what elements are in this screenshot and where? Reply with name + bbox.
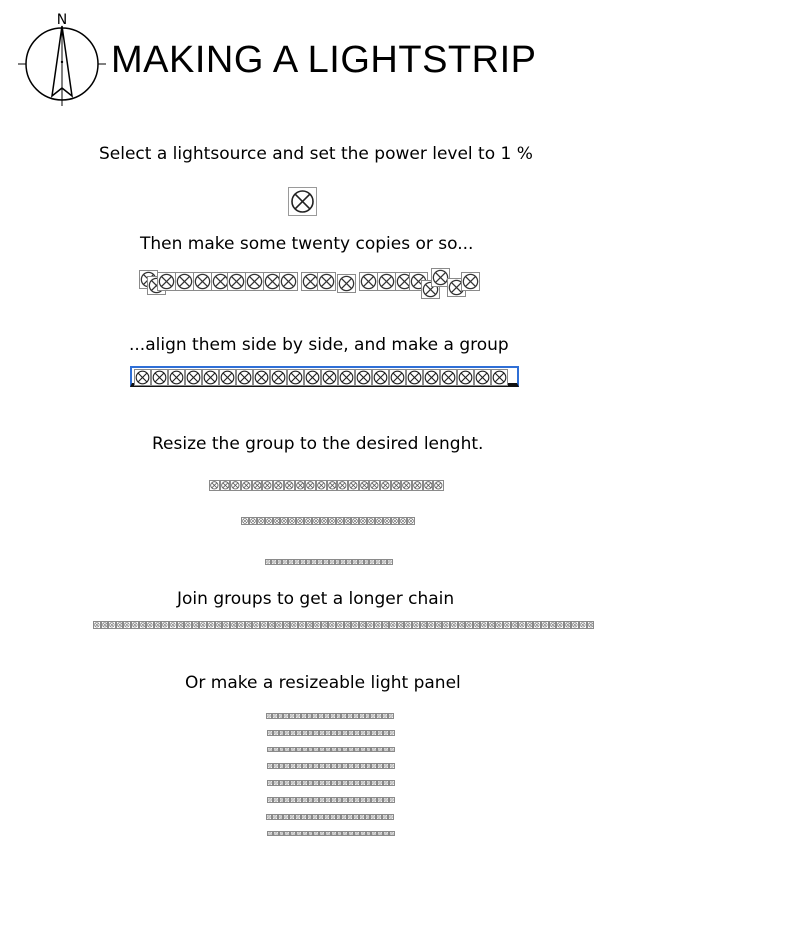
light-panel-row	[267, 747, 395, 753]
step-join-label: Join groups to get a longer chain	[177, 589, 455, 609]
light-source-cross-circle-icon	[389, 763, 395, 769]
resized-group-large[interactable]	[209, 480, 444, 491]
light-source-cross-circle-icon	[338, 369, 355, 386]
light-source-cross-circle-icon	[374, 621, 382, 629]
light-source-cross-circle-icon	[177, 621, 185, 629]
light-source-cross-circle-icon	[450, 621, 458, 629]
light-source-cross-circle-icon	[296, 517, 304, 525]
light-source-cross-circle-icon	[185, 369, 202, 386]
light-source-cross-circle-icon	[433, 480, 444, 491]
light-source-cross-circle-icon	[369, 480, 380, 491]
light-source-cross-circle-icon	[412, 621, 420, 629]
light-source-cross-circle-icon	[288, 517, 296, 525]
light-source-cross-circle-icon	[202, 369, 219, 386]
light-source-cross-circle-icon	[295, 480, 306, 491]
light-source-cross-circle-icon	[304, 517, 312, 525]
light-source-cross-circle-icon	[219, 369, 236, 386]
light-source-cross-circle-icon	[245, 621, 253, 629]
light-source-cross-circle-icon	[397, 621, 405, 629]
light-source-cross-circle-icon	[435, 621, 443, 629]
light-source-cross-circle-icon	[241, 480, 252, 491]
light-source-cross-circle-icon	[320, 517, 328, 525]
light-source-cross-circle-icon	[169, 621, 177, 629]
light-source-cross-circle-icon	[389, 780, 395, 786]
light-source-cross-circle-icon	[93, 621, 101, 629]
light-source-cross-circle-icon	[344, 621, 352, 629]
light-source-cross-circle-icon	[389, 747, 395, 753]
step-align-label: ...align them side by side, and make a group	[129, 335, 509, 355]
scattered-copies	[135, 266, 480, 298]
light-source-cross-circle-icon	[154, 621, 162, 629]
light-source-cross-circle-icon	[359, 480, 370, 491]
light-source-cross-circle-icon	[253, 369, 270, 386]
grouped-light-strip	[134, 369, 508, 386]
light-source-cross-circle-icon	[284, 480, 295, 491]
light-source-cross-circle-icon	[526, 621, 534, 629]
light-source-cross-circle-icon	[556, 621, 564, 629]
light-source-cross-circle-icon	[280, 517, 288, 525]
light-source-cross-circle-icon	[412, 480, 423, 491]
light-source-cross-circle-icon	[366, 621, 374, 629]
light-source-cross-circle-icon	[249, 517, 257, 525]
light-source-cross-circle-icon	[134, 369, 151, 386]
light-source-cross-circle-icon	[473, 621, 481, 629]
light-source-cross-circle-icon	[222, 621, 230, 629]
light-source-cross-circle-icon	[389, 797, 395, 803]
light-source-cross-circle-icon	[391, 480, 402, 491]
light-source-cross-circle-icon	[306, 621, 314, 629]
light-source-cross-circle-icon	[359, 621, 367, 629]
light-source-cross-circle-icon	[406, 369, 423, 386]
light-source-cross-circle-icon	[388, 713, 394, 719]
light-source-cross-circle-icon	[423, 369, 440, 386]
light-source-cross-circle-icon	[262, 480, 273, 491]
light-source-cross-circle-icon	[336, 621, 344, 629]
light-source-cross-circle-icon	[157, 272, 176, 291]
light-panel-row	[267, 797, 395, 803]
light-source-cross-circle-icon	[283, 621, 291, 629]
light-source-cross-circle-icon	[442, 621, 450, 629]
light-source-cross-circle-icon	[131, 621, 139, 629]
light-source-cross-circle-icon	[503, 621, 511, 629]
light-source-cross-circle-icon	[423, 480, 434, 491]
page-title: MAKING A LIGHTSTRIP	[111, 39, 537, 81]
light-source-cross-circle-icon	[313, 621, 321, 629]
light-source-cross-circle-icon	[227, 272, 246, 291]
light-source-cross-circle-icon	[579, 621, 587, 629]
light-source-cross-circle-icon	[420, 621, 428, 629]
light-source-cross-circle-icon	[193, 272, 212, 291]
light-source-cross-circle-icon	[298, 621, 306, 629]
light-source-cross-circle-icon	[328, 517, 336, 525]
light-source-cross-circle-icon	[372, 369, 389, 386]
light-source-cross-circle-icon	[305, 480, 316, 491]
step-select-label: Select a lightsource and set the power level to 1 %	[99, 144, 533, 164]
light-source-cross-circle-icon	[252, 621, 260, 629]
light-source-cross-circle-icon	[161, 621, 169, 629]
light-source-cross-circle-icon	[199, 621, 207, 629]
light-source-cross-circle-icon	[270, 369, 287, 386]
light-source-cross-circle-icon	[458, 621, 466, 629]
light-source-cross-circle-icon	[245, 272, 264, 291]
light-source-cross-circle-icon	[427, 621, 435, 629]
light-source-cross-circle-icon	[209, 480, 220, 491]
light-source-cross-circle-icon	[151, 369, 168, 386]
compass-north-arrow-icon	[16, 10, 106, 108]
light-panel-row	[267, 831, 395, 837]
cross-circle-icon	[290, 189, 315, 214]
light-source-cross-circle-icon	[461, 272, 480, 291]
light-source-cross-circle-icon	[237, 621, 245, 629]
light-source-cross-circle-icon	[336, 517, 344, 525]
light-source-cross-circle-icon	[273, 517, 281, 525]
light-source-cross-circle-icon	[230, 480, 241, 491]
light-source-cross-circle-icon	[351, 621, 359, 629]
step-copies-label: Then make some twenty copies or so...	[140, 234, 474, 254]
light-source-cross-circle-icon	[377, 272, 396, 291]
light-source-cross-circle-icon	[359, 517, 367, 525]
light-source-cross-circle-icon	[146, 621, 154, 629]
light-source-cross-circle-icon	[495, 621, 503, 629]
light-panel-row	[267, 780, 395, 786]
light-source-cross-circle-icon	[367, 517, 375, 525]
light-panel-row	[266, 713, 394, 719]
light-source-cross-circle-icon	[387, 559, 393, 565]
light-source-cross-circle-icon	[230, 621, 238, 629]
resized-group-medium[interactable]	[241, 517, 415, 525]
light-source-cross-circle-icon	[175, 272, 194, 291]
light-source-cross-circle-icon	[389, 831, 395, 837]
light-source-cross-circle-icon	[268, 621, 276, 629]
light-source-cross-circle-icon	[465, 621, 473, 629]
step-resize-label: Resize the group to the desired lenght.	[152, 434, 484, 454]
light-source-cross-circle-icon	[290, 621, 298, 629]
light-source-cross-circle-icon	[404, 621, 412, 629]
light-source-cross-circle-icon	[275, 621, 283, 629]
light-source-cross-circle-icon	[564, 621, 572, 629]
light-source-cross-circle-icon	[215, 621, 223, 629]
light-source-cross-circle-icon[interactable]	[288, 187, 317, 216]
light-source-cross-circle-icon	[273, 480, 284, 491]
light-source-cross-circle-icon	[312, 517, 320, 525]
light-source-cross-circle-icon	[399, 517, 407, 525]
light-source-cross-circle-icon	[139, 621, 147, 629]
light-source-cross-circle-icon	[380, 480, 391, 491]
light-panel-row	[266, 814, 394, 820]
light-source-cross-circle-icon	[304, 369, 321, 386]
light-source-cross-circle-icon	[321, 621, 329, 629]
light-source-cross-circle-icon	[587, 621, 595, 629]
light-source-cross-circle-icon	[391, 517, 399, 525]
light-source-cross-circle-icon	[407, 517, 415, 525]
light-source-cross-circle-icon	[383, 517, 391, 525]
light-panel-row	[267, 763, 395, 769]
light-panel-row	[267, 730, 395, 736]
light-source-cross-circle-icon	[511, 621, 519, 629]
light-source-cross-circle-icon	[355, 369, 372, 386]
light-source-cross-circle-icon	[359, 272, 378, 291]
light-source-cross-circle-icon	[440, 369, 457, 386]
joined-chain[interactable]	[93, 621, 594, 629]
light-source-cross-circle-icon	[533, 621, 541, 629]
light-source-cross-circle-icon	[549, 621, 557, 629]
light-source-cross-circle-icon	[348, 480, 359, 491]
light-source-cross-circle-icon	[220, 480, 231, 491]
light-source-cross-circle-icon	[317, 272, 336, 291]
light-source-cross-circle-icon	[389, 369, 406, 386]
light-source-cross-circle-icon	[351, 517, 359, 525]
light-source-cross-circle-icon	[241, 517, 249, 525]
light-source-cross-circle-icon	[401, 480, 412, 491]
light-source-cross-circle-icon	[101, 621, 109, 629]
light-source-cross-circle-icon	[108, 621, 116, 629]
light-source-cross-circle-icon	[344, 517, 352, 525]
light-source-cross-circle-icon	[337, 274, 356, 293]
light-source-cross-circle-icon	[116, 621, 124, 629]
light-source-cross-circle-icon	[389, 730, 395, 736]
light-source-cross-circle-icon	[207, 621, 215, 629]
light-source-cross-circle-icon	[328, 621, 336, 629]
light-source-cross-circle-icon	[375, 517, 383, 525]
light-source-cross-circle-icon	[337, 480, 348, 491]
light-source-cross-circle-icon	[168, 369, 185, 386]
light-source-cross-circle-icon	[541, 621, 549, 629]
light-source-cross-circle-icon	[321, 369, 338, 386]
step-panel-label: Or make a resizeable light panel	[185, 673, 461, 693]
light-source-cross-circle-icon	[287, 369, 304, 386]
light-source-cross-circle-icon	[488, 621, 496, 629]
light-source-cross-circle-icon	[192, 621, 200, 629]
light-source-cross-circle-icon	[382, 621, 390, 629]
light-source-cross-circle-icon	[474, 369, 491, 386]
light-source-cross-circle-icon	[252, 480, 263, 491]
grouped-strip-selected[interactable]	[130, 366, 519, 387]
light-source-cross-circle-icon	[279, 272, 298, 291]
north-label: N	[56, 12, 68, 28]
light-source-cross-circle-icon	[389, 621, 397, 629]
light-source-cross-circle-icon	[388, 814, 394, 820]
light-source-cross-circle-icon	[457, 369, 474, 386]
light-source-cross-circle-icon	[518, 621, 526, 629]
light-source-cross-circle-icon	[236, 369, 253, 386]
light-source-cross-circle-icon	[491, 369, 508, 386]
resized-group-small[interactable]	[265, 559, 393, 565]
light-source-cross-circle-icon	[184, 621, 192, 629]
light-source-cross-circle-icon	[265, 517, 273, 525]
light-source-cross-circle-icon	[327, 480, 338, 491]
light-source-cross-circle-icon	[123, 621, 131, 629]
light-source-cross-circle-icon	[480, 621, 488, 629]
single-light-source[interactable]	[288, 187, 317, 216]
light-source-cross-circle-icon	[316, 480, 327, 491]
light-source-cross-circle-icon	[571, 621, 579, 629]
light-source-cross-circle-icon	[260, 621, 268, 629]
light-source-cross-circle-icon	[257, 517, 265, 525]
